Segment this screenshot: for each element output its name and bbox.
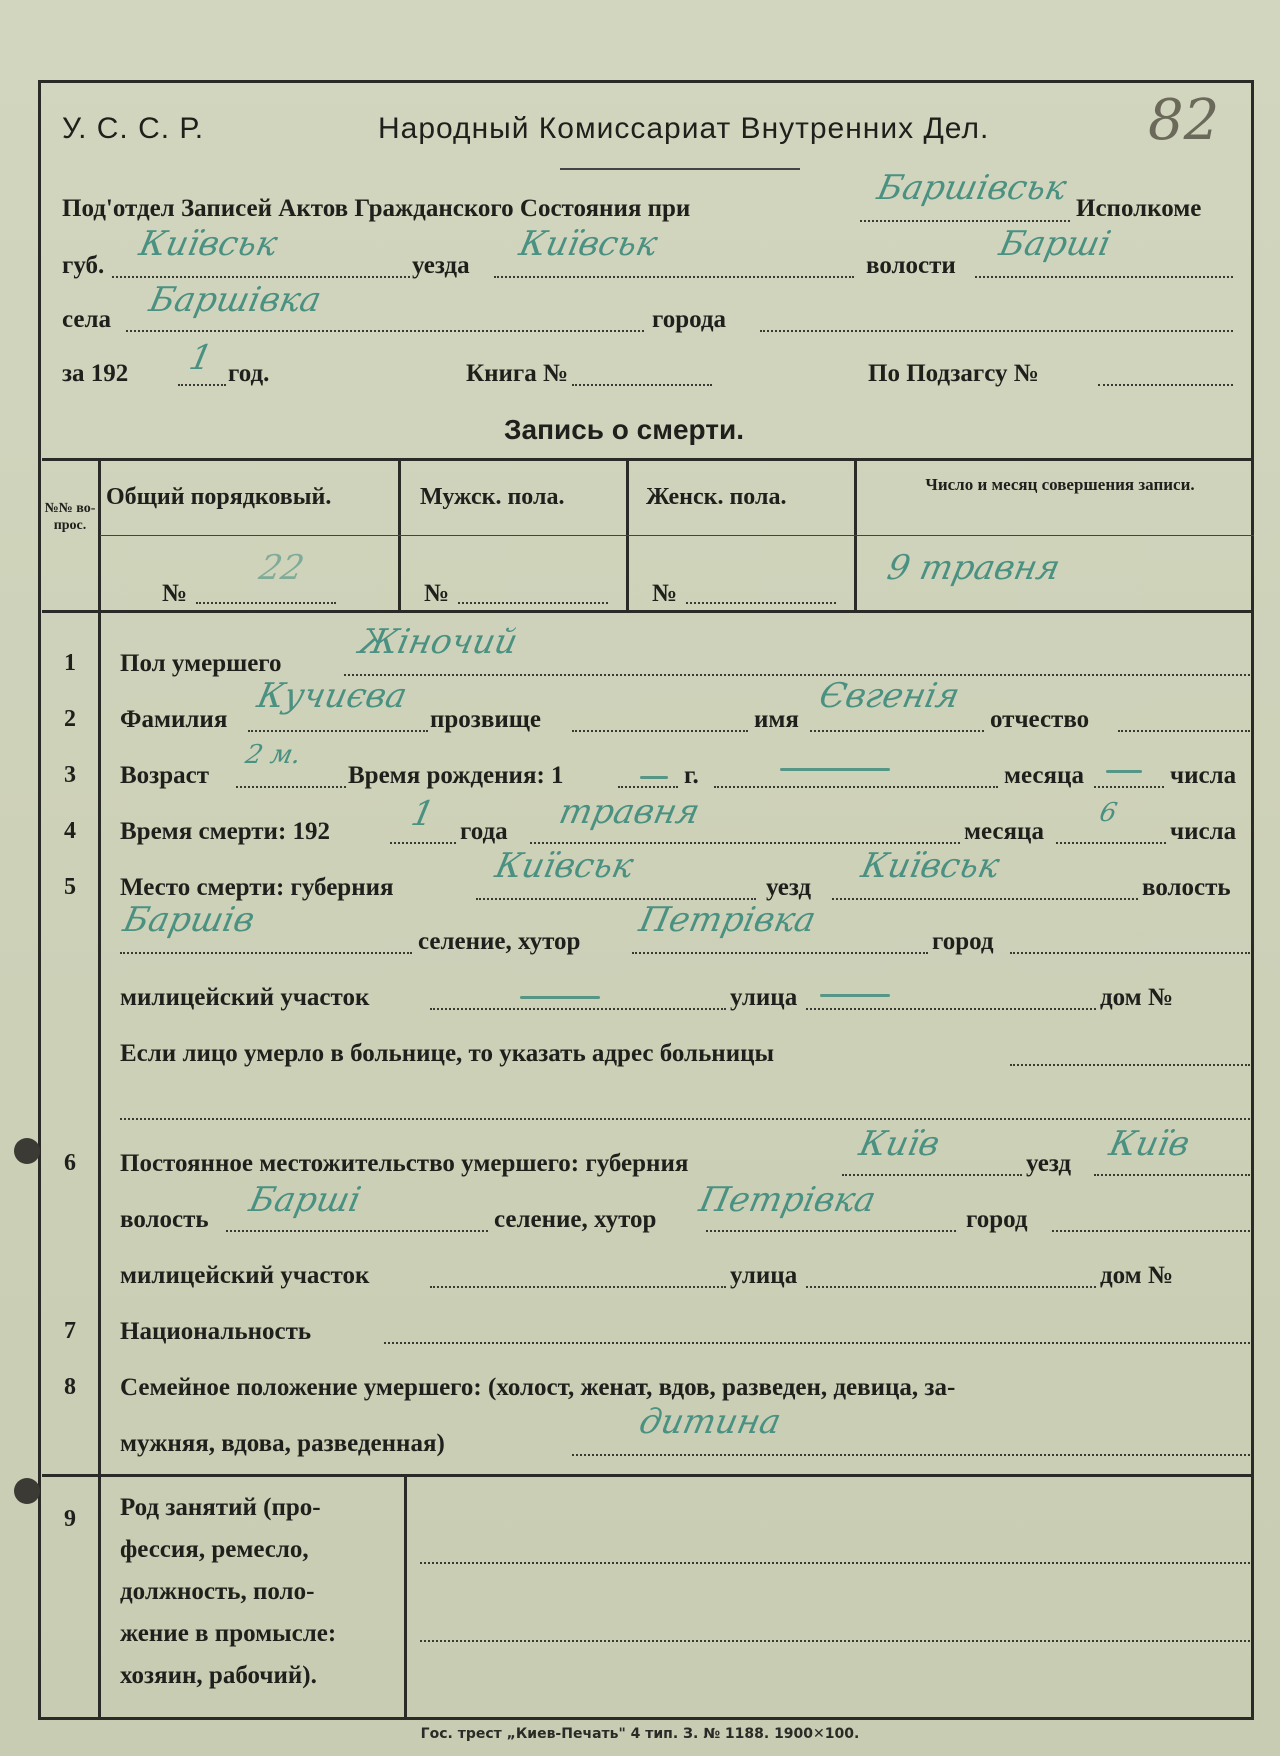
punch-hole-bottom (14, 1478, 40, 1504)
death-selo-line (632, 952, 928, 954)
surname-line (248, 730, 428, 732)
subdept-prefix: Под'отдел Записей Актов Гражданского Состояния при (62, 195, 691, 222)
row-num-8: 8 (64, 1374, 76, 1400)
nationality-label: Национальность (120, 1318, 312, 1345)
year-line (178, 384, 226, 386)
marital-label-1: Семейное положение умершего: (холост, женат, вдов, разведен, девица, за- (120, 1374, 956, 1401)
goroda-label: города (652, 306, 727, 333)
row-num-1: 1 (64, 650, 76, 676)
hw-res-gub: Київ (855, 1124, 944, 1164)
za-label: за 192 (62, 360, 129, 387)
row-num-3: 3 (64, 762, 76, 788)
death-place-label: Место смерти: губерния (120, 874, 394, 901)
podzagsu-label: По Подзагсу № (868, 360, 1039, 387)
res-street-label: улица (730, 1262, 798, 1289)
female-line (686, 602, 836, 604)
volost-line (975, 276, 1233, 278)
occupation-l2: фессия, ремесло, (120, 1536, 309, 1563)
death-house-label: дом № (1100, 984, 1174, 1011)
no-sign-male: № (424, 580, 450, 607)
volost-label: волости (866, 252, 956, 279)
col-date: Число и месяц совершения записи. (925, 475, 1195, 494)
death-uezd-line (832, 898, 1138, 900)
hw-dash-2 (780, 768, 890, 771)
row9-top-rule (42, 1474, 1254, 1477)
row-num-6: 6 (64, 1150, 76, 1176)
row-num-4: 4 (64, 818, 76, 844)
hw-res-uezd: Київ (1105, 1124, 1194, 1164)
death-militia-line (430, 1008, 726, 1010)
res-gub-line (842, 1174, 1022, 1176)
death-selo-label: селение, хутор (418, 928, 581, 955)
col-qnum: №№ во- прос. (44, 501, 96, 533)
hw-uezd: Київськ (515, 224, 661, 264)
res-uezd-line (1094, 1174, 1250, 1176)
subdept-suffix: Исполкоме (1076, 195, 1202, 222)
occupation-l5: хозяин, рабочий). (120, 1662, 317, 1689)
hw-volost: Барші (995, 224, 1115, 264)
hw-sex: Жіночий (355, 622, 522, 662)
residence-label: Постоянное местожительство умершего: губерния (120, 1150, 689, 1177)
hw-death-volost: Баршів (119, 900, 259, 940)
death-volost-label: волость (1142, 874, 1231, 901)
hw-record-date: 9 травня (883, 548, 1064, 588)
res-militia-line (430, 1286, 726, 1288)
death-city-label: город (932, 928, 994, 955)
sex-line (344, 674, 1250, 676)
hw-dash-3 (1106, 770, 1142, 773)
occupation-line-2 (420, 1640, 1250, 1642)
hw-surname: Кучиєва (253, 676, 411, 716)
birth-month-label: месяца (1004, 762, 1084, 789)
age-line (236, 786, 346, 788)
res-house-label: дом № (1100, 1262, 1174, 1289)
nationality-line (384, 1342, 1250, 1344)
sela-line (126, 330, 644, 332)
kniga-label: Книга № (466, 360, 569, 387)
hw-gub: Київськ (135, 224, 281, 264)
death-street-label: улица (730, 984, 798, 1011)
hospital-line-1 (1010, 1064, 1250, 1066)
hw-dash-4 (520, 996, 600, 999)
occupation-l1: Род занятий (про- (120, 1494, 321, 1521)
no-sign-female: № (652, 580, 678, 607)
birth-month-line (714, 786, 998, 788)
no-sign-general: № (162, 580, 188, 607)
col-female: Женск. пола. (646, 484, 787, 510)
surname-label: Фамилия (120, 706, 228, 733)
gub-label: губ. (62, 252, 105, 279)
gub-line (112, 276, 410, 278)
hw-death-month: травня (555, 792, 704, 832)
birth-label: Время рождения: 1 (348, 762, 564, 789)
punch-hole-top (14, 1138, 40, 1164)
hw-marital: дитина (635, 1402, 785, 1442)
goroda-line (760, 330, 1233, 332)
col-general: Общий порядковый. (106, 484, 332, 510)
hw-general-number: 22 (255, 548, 308, 588)
birth-year-line (618, 786, 678, 788)
hw-dash-5 (820, 994, 890, 997)
ispolkom-line (860, 220, 1070, 222)
general-line (196, 602, 336, 604)
row-num-5: 5 (64, 874, 76, 900)
hw-res-volost: Барші (245, 1180, 365, 1220)
republic-label: У. С. С. Р. (62, 112, 205, 145)
table-vline-1 (98, 458, 101, 1720)
row-num-9: 9 (64, 1506, 76, 1532)
marital-line (572, 1454, 1250, 1456)
birth-day-label: числа (1170, 762, 1237, 789)
birth-day-line (1094, 786, 1164, 788)
death-time-label: Время смерти: 192 (120, 818, 331, 845)
marital-label-2: мужняя, вдова, разведенная) (120, 1430, 445, 1457)
commissariat-label: Народный Комиссариат Внутренних Дел. (378, 112, 990, 145)
sex-label: Пол умершего (120, 650, 282, 677)
table-top-rule (42, 458, 1254, 461)
hw-dash-1 (640, 776, 668, 779)
res-city-label: город (966, 1206, 1028, 1233)
death-month-label: месяца (964, 818, 1044, 845)
table-vline-3 (626, 458, 629, 610)
occupation-line-1 (420, 1562, 1250, 1564)
res-volost-line (226, 1230, 488, 1232)
death-street-line (806, 1008, 1096, 1010)
death-day-label: числа (1170, 818, 1237, 845)
res-street-line (806, 1286, 1096, 1288)
hw-first-name: Євгенія (815, 676, 964, 716)
hw-res-selo: Петрівка (695, 1180, 880, 1220)
hw-death-year: 1 (407, 794, 438, 834)
hw-year-digit: 1 (185, 338, 216, 378)
god-label: год. (228, 360, 270, 387)
hw-death-uezd: Київськ (857, 846, 1003, 886)
hw-age: 2 м. (242, 740, 304, 770)
table-header-bottom (42, 610, 1254, 613)
printer-footer: Гос. трест „Киев-Печать" 4 тип. З. № 1188. 1900✕100. (420, 1726, 860, 1742)
hw-death-selo: Петрівка (635, 900, 820, 940)
res-city-line (1052, 1230, 1250, 1232)
male-line (458, 602, 608, 604)
row-num-2: 2 (64, 706, 76, 732)
hw-ispolkom: Баршівськ (873, 168, 1071, 208)
res-uezd-label: уезд (1026, 1150, 1072, 1177)
hospital-label: Если лицо умерло в больнице, то указать адрес больницы (120, 1040, 775, 1067)
uezd-line (494, 276, 854, 278)
death-month-line (530, 842, 960, 844)
sela-label: села (62, 306, 112, 333)
death-city-line (1010, 952, 1250, 954)
hw-selo: Баршівка (145, 280, 325, 320)
birth-g-label: г. (684, 762, 699, 789)
death-day-line (1056, 842, 1166, 844)
page-number: 82 (1148, 88, 1220, 153)
death-year-line (390, 842, 456, 844)
death-year-label: года (460, 818, 508, 845)
res-selo-line (706, 1230, 956, 1232)
form-title: Запись о смерти. (504, 414, 744, 445)
row9-vline (404, 1474, 407, 1720)
row-num-7: 7 (64, 1318, 76, 1344)
name-line (810, 730, 984, 732)
hospital-line-2 (120, 1118, 1250, 1120)
hw-death-day: 6 (1096, 798, 1120, 828)
patronymic-line (1118, 730, 1250, 732)
uezd-label: уезда (412, 252, 470, 279)
occupation-l4: жение в промысле: (120, 1620, 337, 1647)
name-label: имя (754, 706, 799, 733)
death-volost-line (120, 952, 412, 954)
col-male: Мужск. пола. (420, 484, 565, 510)
res-selo-label: селение, хутор (494, 1206, 657, 1233)
age-label: Возраст (120, 762, 210, 789)
nickname-label: прозвище (430, 706, 541, 733)
death-militia-label: милицейский участок (120, 984, 370, 1011)
table-vline-4 (854, 458, 857, 610)
res-militia-label: милицейский участок (120, 1262, 370, 1289)
table-vline-2 (398, 458, 401, 610)
kniga-line (572, 384, 712, 386)
occupation-l3: должность, поло- (120, 1578, 315, 1605)
patronymic-label: отчество (990, 706, 1090, 733)
table-subrule (100, 535, 1254, 536)
hw-death-gub: Київськ (491, 846, 637, 886)
podzagsu-line (1098, 384, 1233, 386)
death-uezd-label: уезд (766, 874, 812, 901)
header-rule (560, 168, 800, 170)
res-volost-label: волость (120, 1206, 209, 1233)
nickname-line (572, 730, 748, 732)
